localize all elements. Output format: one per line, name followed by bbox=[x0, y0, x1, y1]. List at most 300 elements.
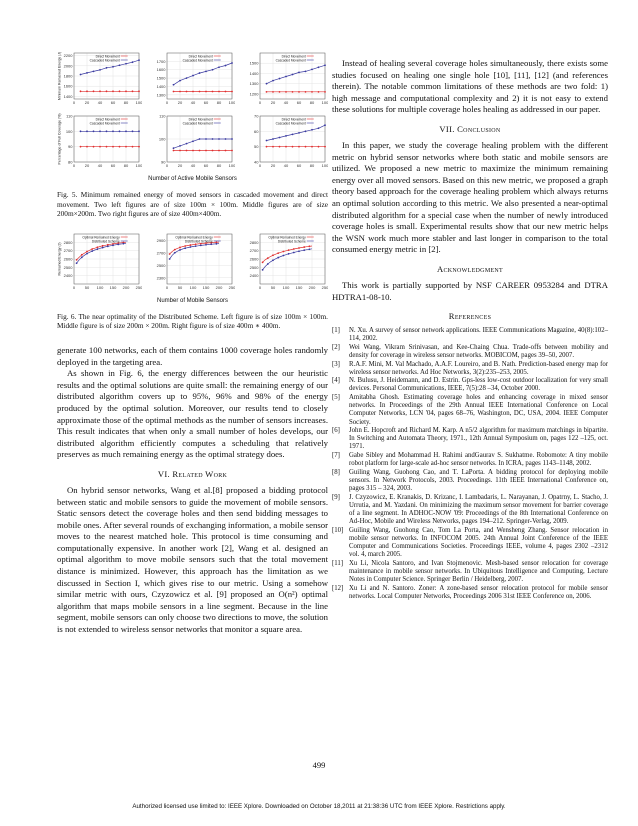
x-tick-label: 50 bbox=[270, 284, 276, 290]
chart-fig6-left bbox=[57, 231, 142, 293]
x-tick-label: 60 bbox=[296, 100, 302, 105]
chart-fig5-bottom-middle bbox=[150, 113, 235, 171]
data-point bbox=[262, 261, 264, 263]
data-point bbox=[132, 146, 134, 148]
y-tick-label: 100 bbox=[65, 128, 73, 134]
y-tick-label: 2600 bbox=[63, 256, 73, 262]
fig5-x-axis-label: Number of Active Mobile Sensors bbox=[148, 176, 237, 182]
data-point bbox=[285, 76, 287, 78]
data-point bbox=[195, 243, 197, 245]
reference-number: [3] bbox=[332, 360, 340, 368]
x-tick-label: 40 bbox=[97, 100, 103, 105]
data-point bbox=[102, 245, 104, 247]
fig5-top-row bbox=[57, 50, 328, 113]
data-point bbox=[288, 253, 290, 255]
y-tick-label: 40 bbox=[254, 159, 259, 165]
x-tick-label: 0 bbox=[165, 284, 169, 290]
data-point bbox=[192, 140, 194, 142]
data-point bbox=[169, 253, 171, 255]
reference-number: [4] bbox=[332, 377, 340, 385]
x-tick-label: 250 bbox=[135, 284, 142, 290]
data-point bbox=[107, 245, 109, 247]
y-tick-label: 2700 bbox=[249, 247, 259, 253]
page-number: 499 bbox=[312, 760, 326, 770]
data-point bbox=[283, 254, 285, 256]
data-point bbox=[119, 146, 121, 148]
fig5-top-middle-panel bbox=[150, 50, 235, 113]
data-point bbox=[179, 145, 181, 147]
figure-5 bbox=[57, 50, 328, 219]
data-point bbox=[190, 244, 192, 246]
legend-label: Distributed Scheme bbox=[184, 239, 213, 244]
section-heading: VI. Related Work bbox=[157, 468, 228, 479]
data-point bbox=[318, 127, 320, 129]
data-point bbox=[99, 69, 101, 71]
data-point bbox=[272, 80, 274, 82]
chart-fig6-middle bbox=[150, 231, 235, 293]
reference-item bbox=[332, 494, 608, 527]
data-point bbox=[231, 138, 233, 140]
reference-item bbox=[332, 560, 608, 585]
reference-text: J. Czyzowicz, E. Kranakis, D. Krizanc, I. Lambadaris, L. Narayanan, J. Opatrny, L. Stacho, J. Urrutia, and M. Yazdani. On minimizing the maximum sensor movement for barrier coverage of a line segment. In ADHOC-NOW '09: Proceedings of the 8th International Conference on Ad-Hoc, Mobile and Wireless Networks, pages 194–212. Springer-Verlag, 2009. bbox=[349, 493, 608, 526]
legend-label: Optimal Remained Energy bbox=[268, 235, 306, 240]
data-point bbox=[173, 84, 175, 86]
data-point bbox=[132, 61, 134, 63]
x-tick-label: 20 bbox=[177, 163, 183, 168]
y-tick-label: 2600 bbox=[249, 256, 259, 262]
data-point bbox=[123, 243, 125, 245]
data-point bbox=[279, 78, 281, 80]
data-point bbox=[272, 146, 274, 148]
data-point bbox=[298, 91, 300, 93]
x-tick-label: 80 bbox=[216, 163, 222, 168]
y-tick-label: 2200 bbox=[63, 53, 73, 59]
y-tick-label: 2800 bbox=[249, 239, 259, 245]
data-point bbox=[97, 246, 99, 248]
data-point bbox=[138, 146, 140, 148]
data-point bbox=[303, 249, 305, 251]
reference-item bbox=[332, 452, 608, 468]
section-heading: VII. Conclusion bbox=[439, 123, 501, 134]
paragraph: generate 100 networks, each of them contains 1000 coverage holes randomly deployed in the targeting area. bbox=[57, 344, 328, 367]
data-point bbox=[225, 138, 227, 140]
x-tick-label: 80 bbox=[123, 163, 129, 168]
data-point bbox=[80, 130, 82, 132]
data-point bbox=[179, 249, 181, 251]
data-point bbox=[324, 146, 326, 148]
legend-label: Direct Movement bbox=[188, 117, 213, 122]
data-point bbox=[279, 91, 281, 93]
y-tick-label: 80 bbox=[68, 159, 73, 165]
data-point bbox=[97, 248, 99, 250]
y-tick-label: 1400 bbox=[156, 83, 166, 89]
reference-text: N. Xu. A survey of sensor network applications. IEEE Communications Magazine, 40(8):102–114, 2002. bbox=[349, 327, 608, 343]
data-point bbox=[86, 72, 88, 74]
x-tick-label: 100 bbox=[96, 284, 104, 290]
x-tick-label: 200 bbox=[215, 284, 223, 290]
data-point bbox=[174, 252, 176, 254]
data-point bbox=[298, 250, 300, 252]
data-point bbox=[216, 243, 218, 245]
data-point bbox=[190, 246, 192, 248]
series-line bbox=[174, 63, 233, 85]
section-heading: Acknowledgment bbox=[436, 263, 504, 274]
data-point bbox=[272, 138, 274, 140]
x-tick-label: 40 bbox=[283, 100, 289, 105]
data-point bbox=[272, 91, 274, 93]
data-point bbox=[112, 244, 114, 246]
data-point bbox=[277, 256, 279, 258]
data-point bbox=[298, 132, 300, 134]
data-point bbox=[262, 269, 264, 271]
y-tick-label: 1400 bbox=[249, 70, 259, 76]
data-point bbox=[285, 91, 287, 93]
y-tick-label: 1600 bbox=[156, 67, 166, 73]
y-axis-title: Remained Energy (J) bbox=[57, 242, 62, 276]
data-point bbox=[225, 150, 227, 152]
data-point bbox=[305, 146, 307, 148]
data-point bbox=[186, 77, 188, 79]
reference-text: Wei Wang, Vikram Srinivasan, and Kee-Chaing Chua. Trade-offs between mobility and density for coverage in wireless sensor networks. MOBICOM, pages 39–50, 2007. bbox=[349, 343, 608, 359]
data-point bbox=[125, 63, 127, 65]
data-point bbox=[125, 90, 127, 92]
data-point bbox=[99, 146, 101, 148]
y-tick-label: 1500 bbox=[156, 75, 166, 81]
legend-label: Cascaded Movement bbox=[182, 121, 213, 126]
data-point bbox=[76, 259, 78, 261]
data-point bbox=[81, 254, 83, 256]
data-point bbox=[119, 90, 121, 92]
x-tick-label: 20 bbox=[270, 163, 276, 168]
data-point bbox=[112, 146, 114, 148]
data-point bbox=[174, 249, 176, 251]
x-tick-label: 200 bbox=[308, 284, 316, 290]
legend-label: Cascaded Movement bbox=[275, 121, 306, 126]
data-point bbox=[80, 146, 82, 148]
fig6-x-axis-label: Number of Mobile Sensors bbox=[156, 297, 229, 304]
left-body bbox=[57, 345, 328, 636]
y-tick-label: 2700 bbox=[63, 247, 73, 253]
x-tick-label: 40 bbox=[190, 163, 196, 168]
data-point bbox=[80, 90, 82, 92]
paragraph: As shown in Fig. 6, the energy differences between the our heuristic results and the optimal solutions are quite small: the remaining energy of our distributed algorithm covers up to 95%, 96% and 98% of the energy produced by the optimal solution. Moreover, our results tend to closely approximate those of the optimal methods as the number of sensors increases. This result indicates that when only a small number of holes develops, our distributed algorithm efficiently computes a scheduling that relatively preserves as much remaining energy as the optimal strategy does. bbox=[57, 368, 328, 460]
data-point bbox=[218, 91, 220, 93]
reference-list bbox=[332, 327, 608, 601]
data-point bbox=[117, 243, 119, 245]
data-point bbox=[106, 67, 108, 69]
legend-label: Optimal Remained Energy bbox=[82, 235, 120, 240]
x-tick-label: 0 bbox=[72, 163, 76, 168]
data-point bbox=[279, 146, 281, 148]
fig5-bottom-left-panel bbox=[57, 113, 142, 176]
data-point bbox=[292, 146, 294, 148]
x-tick-label: 40 bbox=[283, 163, 289, 168]
x-tick-label: 100 bbox=[228, 100, 235, 105]
fig5-top-left-panel bbox=[57, 50, 142, 113]
y-tick-label: 2900 bbox=[156, 237, 166, 243]
reference-text: N. Bulusu, J. Heidemann, and D. Estrin. Gps-less low-cost outdoor localization for very small devices. Personal Communications, IEEE, 7(5):28 –34, October 2000. bbox=[349, 377, 608, 393]
data-point bbox=[179, 246, 181, 248]
data-point bbox=[106, 130, 108, 132]
x-tick-label: 80 bbox=[309, 163, 315, 168]
chart-fig5-top-middle bbox=[150, 50, 235, 108]
data-point bbox=[112, 130, 114, 132]
reference-number: [5] bbox=[332, 393, 340, 401]
paragraph: On hybrid sensor networks, Wang et al.[8] proposed a bidding protocol between static and mobile sensors to guide the movement of mobile sensors. Static sensors detect the coverage holes and then send bidding messages to mobile ones. After several rounds of exchanging information, a mobile sensor moves to the nearest matched hole. This protocol is time consuming and computationally expensive. In another work [2], Wang et al. designed an optimal algorithm to move mobile sensors such that the total movement distance is minimized. However, this approach has the limitation as we discussed in Section I, which gives rise to our metric. Using a somehow similar metric with ours, Czyzowicz et al. [9] proposed an O(n²) optimal algorithm that maps mobile sensors in a line segment. Because in the line segment, mobile sensors can only choose two directions to move, the solution is not extended to wireless sensor networks that monitor a square area. bbox=[57, 484, 328, 635]
x-tick-label: 0 bbox=[258, 163, 262, 168]
x-tick-label: 60 bbox=[110, 100, 116, 105]
y-tick-label: 1700 bbox=[156, 58, 166, 64]
data-point bbox=[199, 138, 201, 140]
y-tick-label: 2500 bbox=[63, 264, 73, 270]
data-point bbox=[318, 146, 320, 148]
data-point bbox=[292, 134, 294, 136]
reference-number: [2] bbox=[332, 343, 340, 351]
data-point bbox=[225, 65, 227, 67]
data-point bbox=[91, 248, 93, 250]
data-point bbox=[298, 146, 300, 148]
data-point bbox=[138, 130, 140, 132]
data-point bbox=[192, 150, 194, 152]
data-point bbox=[173, 91, 175, 93]
x-tick-label: 100 bbox=[321, 163, 328, 168]
chart-fig5-bottom-right bbox=[243, 113, 328, 171]
data-point bbox=[266, 83, 268, 85]
reference-text: Xu Li and N. Santoro. Zoner: A zone-based sensor relocation protocol for mobile sensor networks. Local Computer Networks, Proceedings 2006 31st IEEE Conference on, 2006. bbox=[349, 584, 608, 600]
data-point bbox=[205, 150, 207, 152]
data-point bbox=[86, 90, 88, 92]
data-point bbox=[212, 69, 214, 71]
data-point bbox=[138, 59, 140, 61]
data-point bbox=[132, 130, 134, 132]
legend-label: Direct Movement bbox=[281, 117, 306, 122]
x-tick-label: 60 bbox=[296, 163, 302, 168]
series-line bbox=[263, 249, 312, 270]
series-line bbox=[267, 65, 326, 83]
legend-label: Direct Movement bbox=[95, 117, 120, 122]
paragraph: In this paper, we study the coverage healing problem with the different metric on hybrid sensor networks where both static and mobile sensors are utilized. We proposed a new metric to maximize the minimum remaining energy over all moved sensors. Based on this new metric, we proposed a graph theory based approach for the coverage healing problem which always returns an optimal solution according to this metric. We also presented a near-optimal distributed algorithm for a special case when the number of newly introduced coverage holes is small. Experimental results show that our new metric helps the WSN work much more stabler and last longer in comparison to the total consumed energy metric in [2]. bbox=[332, 139, 608, 255]
data-point bbox=[210, 243, 212, 245]
x-tick-label: 150 bbox=[295, 284, 303, 290]
data-point bbox=[80, 74, 82, 76]
data-point bbox=[311, 129, 313, 131]
x-tick-label: 100 bbox=[228, 163, 235, 168]
reference-text: John E. Hopcroft and Richard M. Karp. A n5/2 algorithm for maximum matchings in bipartite. In Switching and Automata Theory, 1971., 12th Annual Symposium on, pages 122 –125, oct. 1971. bbox=[349, 427, 608, 451]
legend-label: Cascaded Movement bbox=[89, 58, 120, 63]
data-point bbox=[212, 138, 214, 140]
x-tick-label: 200 bbox=[122, 284, 130, 290]
x-tick-label: 20 bbox=[270, 100, 276, 105]
y-tick-label: 2500 bbox=[249, 264, 259, 270]
data-point bbox=[179, 150, 181, 152]
x-tick-label: 250 bbox=[228, 284, 235, 290]
data-point bbox=[106, 90, 108, 92]
fig5-bottom-row bbox=[57, 113, 328, 176]
x-tick-label: 100 bbox=[282, 284, 290, 290]
data-point bbox=[277, 252, 279, 254]
y-tick-label: 90 bbox=[68, 144, 73, 150]
series-line bbox=[267, 125, 326, 140]
data-point bbox=[293, 248, 295, 250]
legend-label: Cascaded Movement bbox=[275, 58, 306, 63]
paragraph: Instead of healing several coverage holes simultaneously, there exists some studies focused on healing one single hole [10], [11], [12] (and references therein). The notable common limitations of these methods are two fold: 1) high message and computational complexity and 2) it is not easy to extend these solutions for multiple coverage holes healing as addressed in our paper. bbox=[332, 58, 608, 115]
data-point bbox=[309, 248, 311, 250]
data-point bbox=[81, 256, 83, 258]
data-point bbox=[192, 91, 194, 93]
data-point bbox=[225, 91, 227, 93]
y-tick-label: 1500 bbox=[249, 60, 259, 66]
x-tick-label: 40 bbox=[97, 163, 103, 168]
data-point bbox=[266, 140, 268, 142]
reference-text: Gabe Sibley and Mohammad H. Rahimi andGaurav S. Sukhatme. Robomote: A tiny mobile robot platform for large-scale ad-hoc sensor networks. In ICRA, pages 1143–1148, 2002. bbox=[349, 451, 608, 468]
data-point bbox=[99, 90, 101, 92]
data-point bbox=[169, 258, 171, 260]
data-point bbox=[186, 143, 188, 145]
data-point bbox=[318, 91, 320, 93]
x-tick-label: 0 bbox=[72, 100, 76, 105]
data-point bbox=[102, 246, 104, 248]
x-tick-label: 20 bbox=[177, 100, 183, 105]
y-tick-label: 110 bbox=[66, 113, 73, 119]
data-point bbox=[324, 91, 326, 93]
x-tick-label: 80 bbox=[123, 100, 129, 105]
data-point bbox=[86, 250, 88, 252]
y-tick-label: 2400 bbox=[63, 272, 73, 278]
reference-item bbox=[332, 527, 608, 560]
data-point bbox=[279, 137, 281, 139]
data-point bbox=[119, 130, 121, 132]
fig6-middle-panel bbox=[150, 231, 235, 298]
reference-item bbox=[332, 585, 608, 601]
data-point bbox=[186, 150, 188, 152]
x-tick-label: 0 bbox=[165, 100, 169, 105]
data-point bbox=[91, 250, 93, 252]
data-point bbox=[298, 72, 300, 74]
data-point bbox=[324, 64, 326, 66]
y-tick-label: 2000 bbox=[63, 63, 73, 69]
data-point bbox=[205, 244, 207, 246]
y-tick-label: 70 bbox=[254, 113, 259, 119]
fig6-left-panel bbox=[57, 231, 142, 298]
data-point bbox=[205, 138, 207, 140]
data-point bbox=[199, 91, 201, 93]
data-point bbox=[186, 91, 188, 93]
x-tick-label: 50 bbox=[177, 284, 183, 290]
y-tick-label: 1400 bbox=[63, 93, 73, 99]
data-point bbox=[267, 257, 269, 259]
x-tick-label: 150 bbox=[202, 284, 210, 290]
data-point bbox=[218, 66, 220, 68]
data-point bbox=[285, 146, 287, 148]
x-tick-label: 50 bbox=[84, 284, 90, 290]
y-tick-label: 110 bbox=[159, 113, 166, 119]
legend-label: Distributed Scheme bbox=[91, 239, 120, 244]
x-tick-label: 0 bbox=[258, 100, 262, 105]
data-point bbox=[125, 130, 127, 132]
data-point bbox=[192, 75, 194, 77]
reference-text: Guiling Wang, Guohong Cao, and T. LaPorta. A bidding protocol for deploying mobile sensors. In Network Protocols, 2003. Proceedings. 11th IEEE International Conference on, pages 315 – 324, 2003. bbox=[349, 468, 608, 493]
reference-item bbox=[332, 344, 608, 360]
left-column bbox=[57, 50, 328, 636]
data-point bbox=[311, 68, 313, 70]
figure-6 bbox=[57, 231, 328, 331]
chart-fig6-right bbox=[243, 231, 328, 293]
fig5-caption: Fig. 5. Minimum remained energy of moved sensors in cascaded movement and direct movement. Two left figures are of size 100m × 100m. Middle figures are of size 200m×200m. Two right figures are of size 400m×400m. bbox=[57, 190, 328, 219]
x-tick-label: 0 bbox=[165, 163, 169, 168]
legend-label: Direct Movement bbox=[95, 54, 120, 59]
y-tick-label: 1300 bbox=[156, 92, 166, 98]
reference-item bbox=[332, 361, 608, 377]
data-point bbox=[288, 249, 290, 251]
fig5-top-right-panel bbox=[243, 50, 328, 113]
x-tick-label: 250 bbox=[321, 284, 328, 290]
data-point bbox=[205, 71, 207, 73]
data-point bbox=[266, 91, 268, 93]
data-point bbox=[195, 245, 197, 247]
chart-fig5-bottom-left bbox=[57, 113, 142, 171]
reference-number: [1] bbox=[332, 327, 340, 335]
data-point bbox=[125, 146, 127, 148]
data-point bbox=[303, 246, 305, 248]
reference-item bbox=[332, 469, 608, 494]
data-point bbox=[93, 146, 95, 148]
reference-item bbox=[332, 327, 608, 343]
data-point bbox=[292, 74, 294, 76]
data-point bbox=[231, 62, 233, 64]
data-point bbox=[119, 64, 121, 66]
x-tick-label: 100 bbox=[321, 100, 328, 105]
x-tick-label: 60 bbox=[203, 163, 209, 168]
data-point bbox=[311, 146, 313, 148]
legend-label: Cascaded Movement bbox=[89, 121, 120, 126]
y-tick-label: 100 bbox=[158, 136, 166, 142]
fig5-bottom-middle-panel bbox=[150, 113, 235, 176]
y-tick-label: 2300 bbox=[156, 275, 166, 281]
reference-item bbox=[332, 394, 608, 427]
y-tick-label: 2800 bbox=[63, 239, 73, 245]
y-tick-label: 2500 bbox=[156, 262, 166, 268]
fig6-row bbox=[57, 231, 328, 298]
series-line bbox=[81, 60, 140, 74]
x-tick-label: 100 bbox=[189, 284, 197, 290]
data-point bbox=[272, 259, 274, 261]
data-point bbox=[112, 90, 114, 92]
data-point bbox=[305, 130, 307, 132]
y-axis-title: Percentage of Full Coverage (%) bbox=[57, 113, 62, 165]
data-point bbox=[283, 250, 285, 252]
data-point bbox=[199, 150, 201, 152]
data-point bbox=[93, 130, 95, 132]
x-tick-label: 100 bbox=[135, 100, 142, 105]
x-tick-label: 60 bbox=[203, 100, 209, 105]
right-column bbox=[332, 50, 608, 601]
footer-notice: Authorized licensed use limited to: IEEE Xplore. Downloaded on October 18,2011 at 21:38:36 UTC from IEEE Xplore. Restrictions apply. bbox=[132, 803, 506, 810]
x-tick-label: 0 bbox=[258, 284, 262, 290]
y-tick-label: 2400 bbox=[249, 272, 259, 278]
chart-fig5-top-left bbox=[57, 50, 142, 108]
y-tick-label: 90 bbox=[161, 159, 166, 165]
series-line bbox=[170, 243, 219, 258]
data-point bbox=[76, 262, 78, 264]
data-point bbox=[309, 245, 311, 247]
data-point bbox=[112, 66, 114, 68]
data-point bbox=[200, 244, 202, 246]
reference-text: Guiling Wang, Guohong Cao, Tom La Porta, and Wensheng Zhang. Sensor relocation in mobile sensor networks. In INFOCOM 2005. 24th Annual Joint Conference of the IEEE Computer and Communications Societies. Proceedings IEEE, volume 4, pages 2302 –2312 vol. 4, march 2005. bbox=[349, 526, 608, 559]
x-tick-label: 80 bbox=[216, 100, 222, 105]
y-tick-label: 1600 bbox=[63, 83, 73, 89]
y-axis-title: Minimum Remained Energy (J) bbox=[57, 51, 62, 101]
data-point bbox=[106, 146, 108, 148]
